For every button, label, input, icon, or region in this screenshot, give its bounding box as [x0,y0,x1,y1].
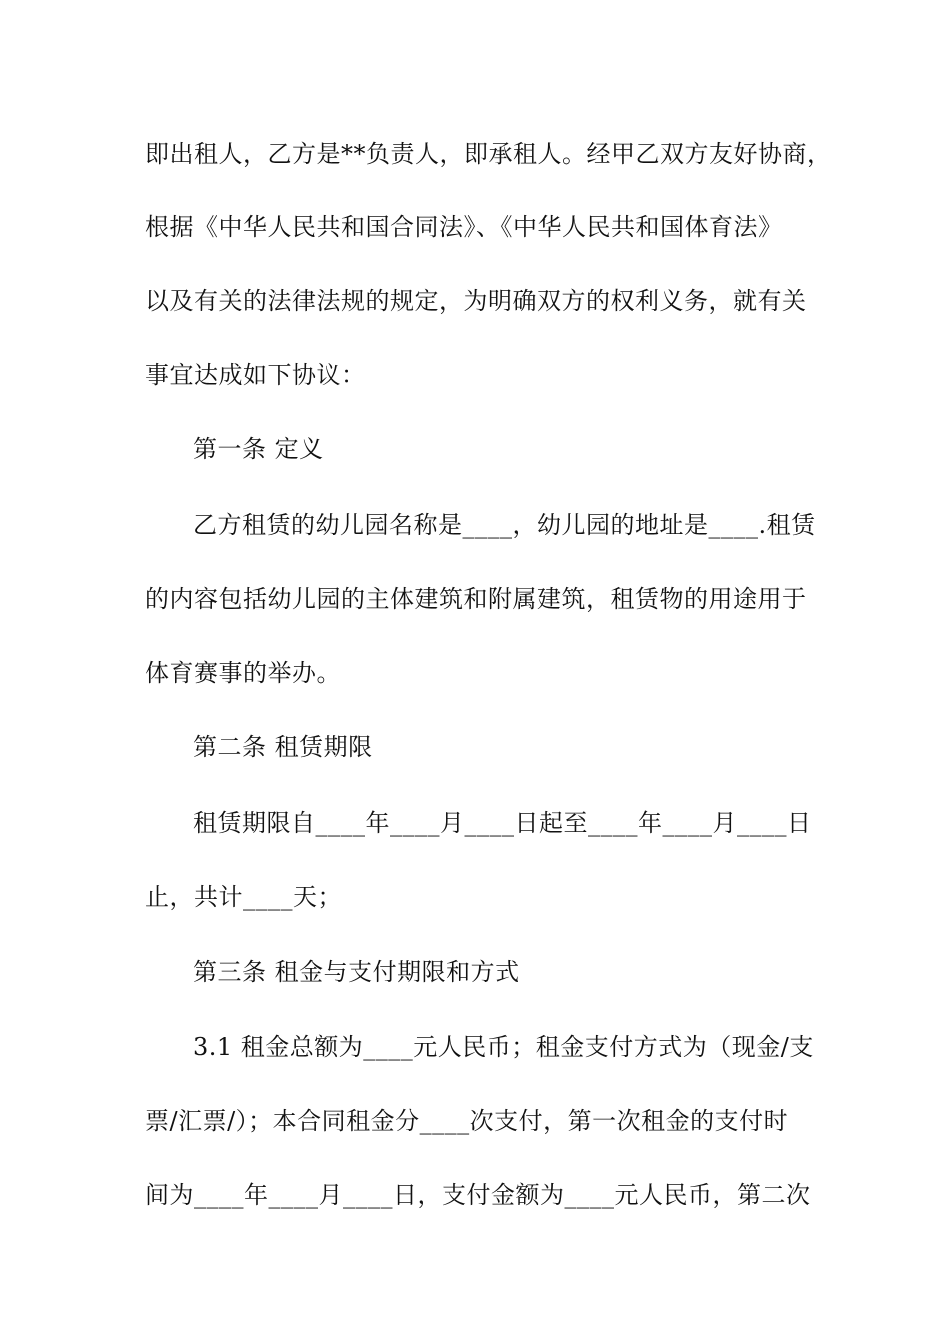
paragraph-line: 体育赛事的举办。 [145,659,341,687]
article-heading: 第二条 租赁期限 [193,733,373,761]
paragraph-line: 票/汇票/）；本合同租金分____次支付，第一次租金的支付时 [145,1107,789,1135]
paragraph-line: 止，共计____天； [145,883,342,911]
paragraph-line: 乙方租赁的幼儿园名称是____，幼儿园的地址是____.租赁 [193,511,816,539]
paragraph-line: 即出租人，乙方是**负责人，即承租人。经甲乙双方友好协商， [145,140,832,168]
article-heading: 第一条 定义 [193,435,324,463]
article-heading: 第三条 租金与支付期限和方式 [193,958,520,986]
paragraph-line: 租赁期限自____年____月____日起至____年____月____日 [193,809,812,837]
paragraph-line: 的内容包括幼儿园的主体建筑和附属建筑，租赁物的用途用于 [145,585,807,613]
paragraph-line: 以及有关的法律法规的规定，为明确双方的权利义务，就有关 [145,287,807,315]
paragraph-line: 事宜达成如下协议： [145,361,366,389]
paragraph-line: 根据《中华人民共和国合同法》、《中华人民共和国体育法》 [145,213,783,241]
paragraph-line: 间为____年____月____日，支付金额为____元人民币，第二次 [145,1181,811,1209]
paragraph-line: 3.1 租金总额为____元人民币；租金支付方式为（现金/支 [193,1033,814,1061]
